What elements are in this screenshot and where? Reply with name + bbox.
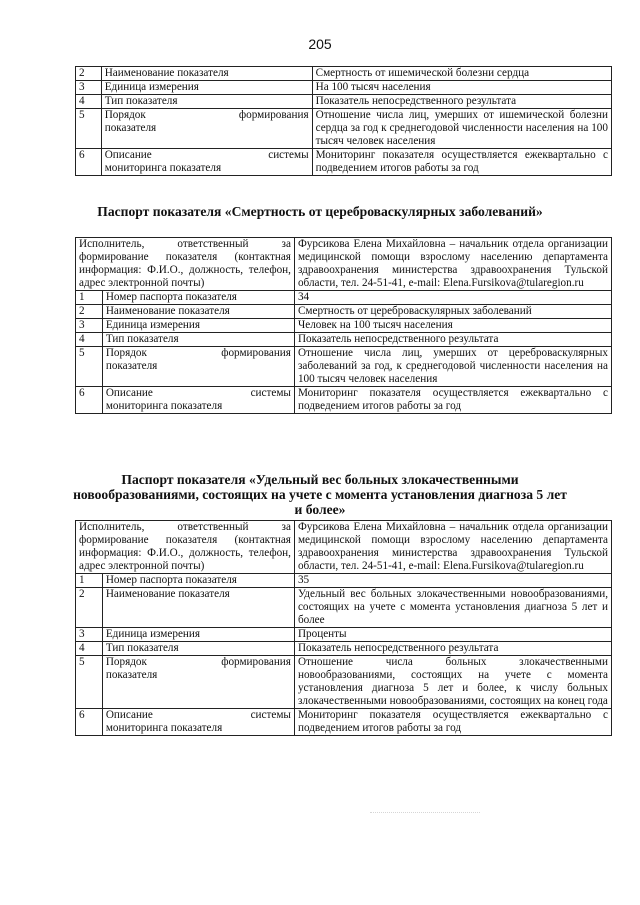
row-value: Отношение числа лиц, умерших от цереброваскулярных заболеваний за год, к среднегодовой численности населения на 100 тысяч человек населения: [294, 347, 611, 387]
label-part: мониторинга показателя: [104, 162, 222, 174]
row-number: 2: [76, 67, 102, 81]
table-row: [76, 67, 612, 81]
row-value: Отношение числа лиц, умерших от ишемической болезни сердца за год к среднегодовой численности населения на 100 тысяч человек населения: [312, 109, 611, 149]
row-label: Единица измерения: [102, 628, 294, 642]
passport-table-oncology: [75, 520, 612, 736]
row-label: Наименование показателя: [102, 305, 294, 319]
table-row: [76, 656, 612, 709]
table-row: [76, 291, 612, 305]
row-label: Тип показателя: [102, 642, 294, 656]
table-row: [76, 521, 612, 574]
table-row: [76, 347, 612, 387]
label-part: формирования: [221, 656, 291, 668]
row-value: Мониторинг показателя осуществляется ежеквартально с подведением итогов работы за год: [312, 149, 611, 176]
row-label: Единица измерения: [102, 319, 294, 333]
passport-table-ihd: [75, 66, 612, 176]
table-row: [76, 305, 612, 319]
row-label: [102, 709, 294, 736]
table-row: [76, 238, 612, 291]
row-value: Показатель непосредственного результата: [294, 642, 611, 656]
label-part: формирования: [238, 109, 309, 121]
table-row: [76, 81, 612, 95]
row-label: Номер паспорта показателя: [102, 574, 294, 588]
row-number: 2: [76, 305, 103, 319]
label-part: системы: [250, 387, 291, 399]
row-number: 4: [76, 95, 102, 109]
row-value: Смертность от ишемической болезни сердца: [312, 67, 611, 81]
table-row: [76, 319, 612, 333]
table-row: [76, 333, 612, 347]
row-number: 3: [76, 628, 103, 642]
label-part: Описание: [104, 149, 152, 161]
executor-value: Фурсикова Елена Михайловна – начальник отдела организации медицинской помощи взрослому населению департамента здравоохранения министерства здравоохранения Тульской области, тел. 24-51-41, e-mail: Elena.Fursikova@tularegion.ru: [294, 521, 611, 574]
row-label: [102, 656, 294, 709]
label-part: показателя: [104, 122, 157, 134]
label-part: Порядок: [105, 347, 147, 359]
table-row: [76, 149, 612, 176]
table-row: [76, 95, 612, 109]
passport-table-cerebrovascular: [75, 237, 612, 414]
executor-label: Исполнитель, ответственный за формирование показателя (контактная информация: Ф.И.О., должность, телефон, адрес электронной почты): [76, 238, 295, 291]
row-number: 6: [76, 387, 103, 414]
row-value: На 100 тысяч населения: [312, 81, 611, 95]
label-part: Описание: [105, 387, 153, 399]
label-part: системы: [250, 709, 291, 721]
row-number: 6: [76, 709, 103, 736]
table-row: [76, 574, 612, 588]
row-value: Проценты: [294, 628, 611, 642]
row-number: 1: [76, 574, 103, 588]
row-label: [102, 347, 294, 387]
row-value: Показатель непосредственного результата: [312, 95, 611, 109]
row-value: Показатель непосредственного результата: [294, 333, 611, 347]
table-row: [76, 588, 612, 628]
row-number: 3: [76, 81, 102, 95]
label-part: Порядок: [104, 109, 146, 121]
row-number: 4: [76, 333, 103, 347]
row-label: Номер паспорта показателя: [102, 291, 294, 305]
row-value: Человек на 100 тысяч населения: [294, 319, 611, 333]
label-part: Описание: [105, 709, 153, 721]
row-value: Мониторинг показателя осуществляется ежеквартально с подведением итогов работы за год: [294, 709, 611, 736]
row-value: 34: [294, 291, 611, 305]
label-part: системы: [268, 149, 309, 161]
executor-label: Исполнитель, ответственный за формирование показателя (контактная информация: Ф.И.О., должность, телефон, адрес электронной почты): [76, 521, 295, 574]
passport-title-oncology: Паспорт показателя «Удельный вес больных злокачественными новообразованиями, состоящих на учете с момента установления диагноза 5 лет и более»: [73, 472, 567, 517]
row-label: Наименование показателя: [101, 67, 312, 81]
label-part: показателя: [105, 669, 158, 681]
label-part: формирования: [221, 347, 291, 359]
row-label: Единица измерения: [101, 81, 312, 95]
row-label: Тип показателя: [101, 95, 312, 109]
row-label: [102, 387, 294, 414]
row-number: 5: [76, 656, 103, 709]
executor-value: Фурсикова Елена Михайловна – начальник отдела организации медицинской помощи взрослому населению департамента здравоохранения министерства здравоохранения Тульской области, тел. 24-51-41, e-mail: Elena.Fursikova@tularegion.ru: [294, 238, 611, 291]
row-number: 6: [76, 149, 102, 176]
row-number: 4: [76, 642, 103, 656]
row-number: 5: [76, 109, 102, 149]
row-number: 3: [76, 319, 103, 333]
row-value: Отношение числа больных злокачественными новообразованиями, состоящих на учете с момента установления диагноза 5 лет и более, к числу больных злокачественными новообразованиями, состоящих на конец года: [294, 656, 611, 709]
row-label: [101, 109, 312, 149]
row-number: 1: [76, 291, 103, 305]
scan-smudge: [370, 812, 480, 819]
row-label: [101, 149, 312, 176]
row-value: 35: [294, 574, 611, 588]
label-part: мониторинга показателя: [105, 400, 223, 412]
row-value: Смертность от цереброваскулярных заболеваний: [294, 305, 611, 319]
table-row: [76, 709, 612, 736]
table-row: [76, 628, 612, 642]
row-number: 2: [76, 588, 103, 628]
row-number: 5: [76, 347, 103, 387]
label-part: мониторинга показателя: [105, 722, 223, 734]
table-row: [76, 642, 612, 656]
row-label: Тип показателя: [102, 333, 294, 347]
row-value: Удельный вес больных злокачественными новообразованиями, состоящих на учете с момента установления диагноза 5 лет и более: [294, 588, 611, 628]
table-row: [76, 387, 612, 414]
label-part: Порядок: [105, 656, 147, 668]
table-row: [76, 109, 612, 149]
label-part: показателя: [105, 360, 158, 372]
row-value: Мониторинг показателя осуществляется ежеквартально с подведением итогов работы за год: [294, 387, 611, 414]
row-label: Наименование показателя: [102, 588, 294, 628]
page-number: 205: [308, 36, 332, 52]
passport-title-cerebrovascular: Паспорт показателя «Смертность от цереброваскулярных заболеваний»: [97, 204, 543, 219]
